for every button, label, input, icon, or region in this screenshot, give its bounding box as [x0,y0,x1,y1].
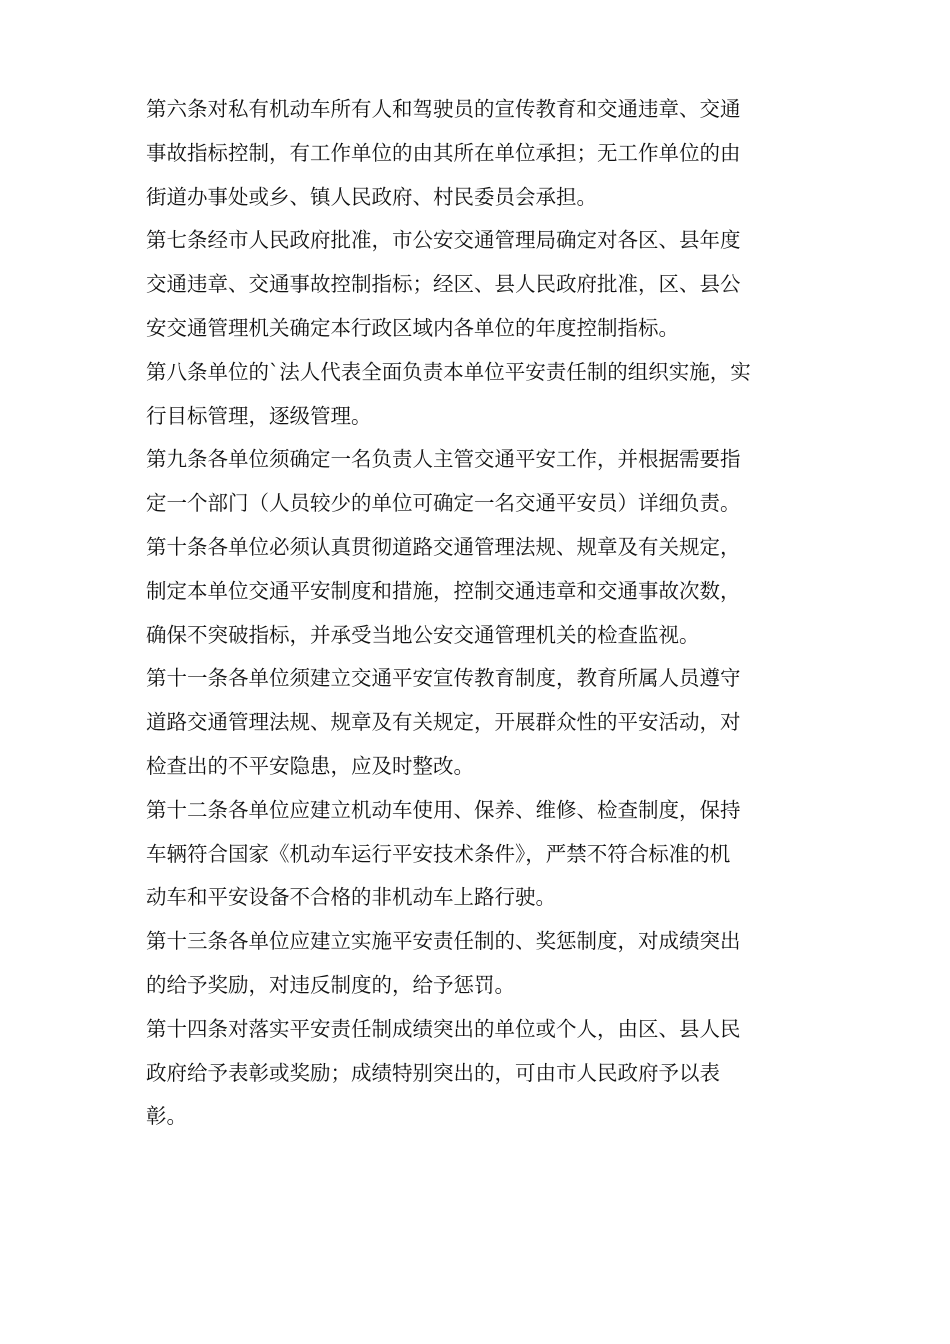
text-line: 第八条单位的`法人代表全面负责本单位平安责任制的组织实施，实 [146,359,751,384]
article-12-paragraph [146,789,826,920]
article-6-paragraph [146,88,826,219]
text-line: 第九条各单位须确定一名负责人主管交通平安工作，并根据需要指 [146,447,741,472]
document-body [146,88,826,1139]
text-line: 第十二条各单位应建立机动车使用、保养、维修、检查制度，保持 [146,797,741,822]
article-7-paragraph [146,219,826,350]
article-9-paragraph [146,438,826,526]
text-line: 道路交通管理法规、规章及有关规定，开展群众性的平安活动，对 [146,710,741,735]
text-line: 的给予奖励，对违反制度的，给予惩罚。 [146,972,515,997]
text-line: 彰。 [146,1104,187,1129]
text-line: 第十条各单位必须认真贯彻道路交通管理法规、规章及有关规定， [146,534,741,559]
article-14-paragraph [146,1008,826,1139]
text-line: 定一个部门（人员较少的单位可确定一名交通平安员）详细负责。 [146,491,741,516]
text-line: 交通违章、交通事故控制指标；经区、县人民政府批准，区、县公 [146,272,741,297]
text-line: 车辆符合国家《机动车运行平安技术条件》，严禁不符合标准的机 [146,841,731,866]
text-line: 安交通管理机关确定本行政区域内各单位的年度控制指标。 [146,315,679,340]
article-11-paragraph [146,657,826,788]
text-line: 第十一条各单位须建立交通平安宣传教育制度，教育所属人员遵守 [146,666,741,691]
article-13-paragraph [146,920,826,1008]
text-line: 第十三条各单位应建立实施平安责任制的、奖惩制度，对成绩突出 [146,929,741,954]
text-line: 行目标管理，逐级管理。 [146,403,372,428]
text-line: 检查出的不平安隐患，应及时整改。 [146,753,474,778]
text-line: 街道办事处或乡、镇人民政府、村民委员会承担。 [146,184,597,209]
text-line: 确保不突破指标，并承受当地公安交通管理机关的检查监视。 [146,622,700,647]
text-line: 事故指标控制，有工作单位的由其所在单位承担；无工作单位的由 [146,140,741,165]
article-8-paragraph [146,351,826,439]
text-line: 第七条经市人民政府批准，市公安交通管理局确定对各区、县年度 [146,228,741,253]
text-line: 制定本单位交通平安制度和措施，控制交通违章和交通事故次数， [146,578,741,603]
text-line: 政府给予表彰或奖励；成绩特别突出的，可由市人民政府予以表 [146,1060,720,1085]
text-line: 动车和平安设备不合格的非机动车上路行驶。 [146,885,556,910]
text-line: 第六条对私有机动车所有人和驾驶员的宣传教育和交通违章、交通 [146,97,741,121]
article-10-paragraph [146,526,826,657]
text-line: 第十四条对落实平安责任制成绩突出的单位或个人，由区、县人民 [146,1016,741,1041]
